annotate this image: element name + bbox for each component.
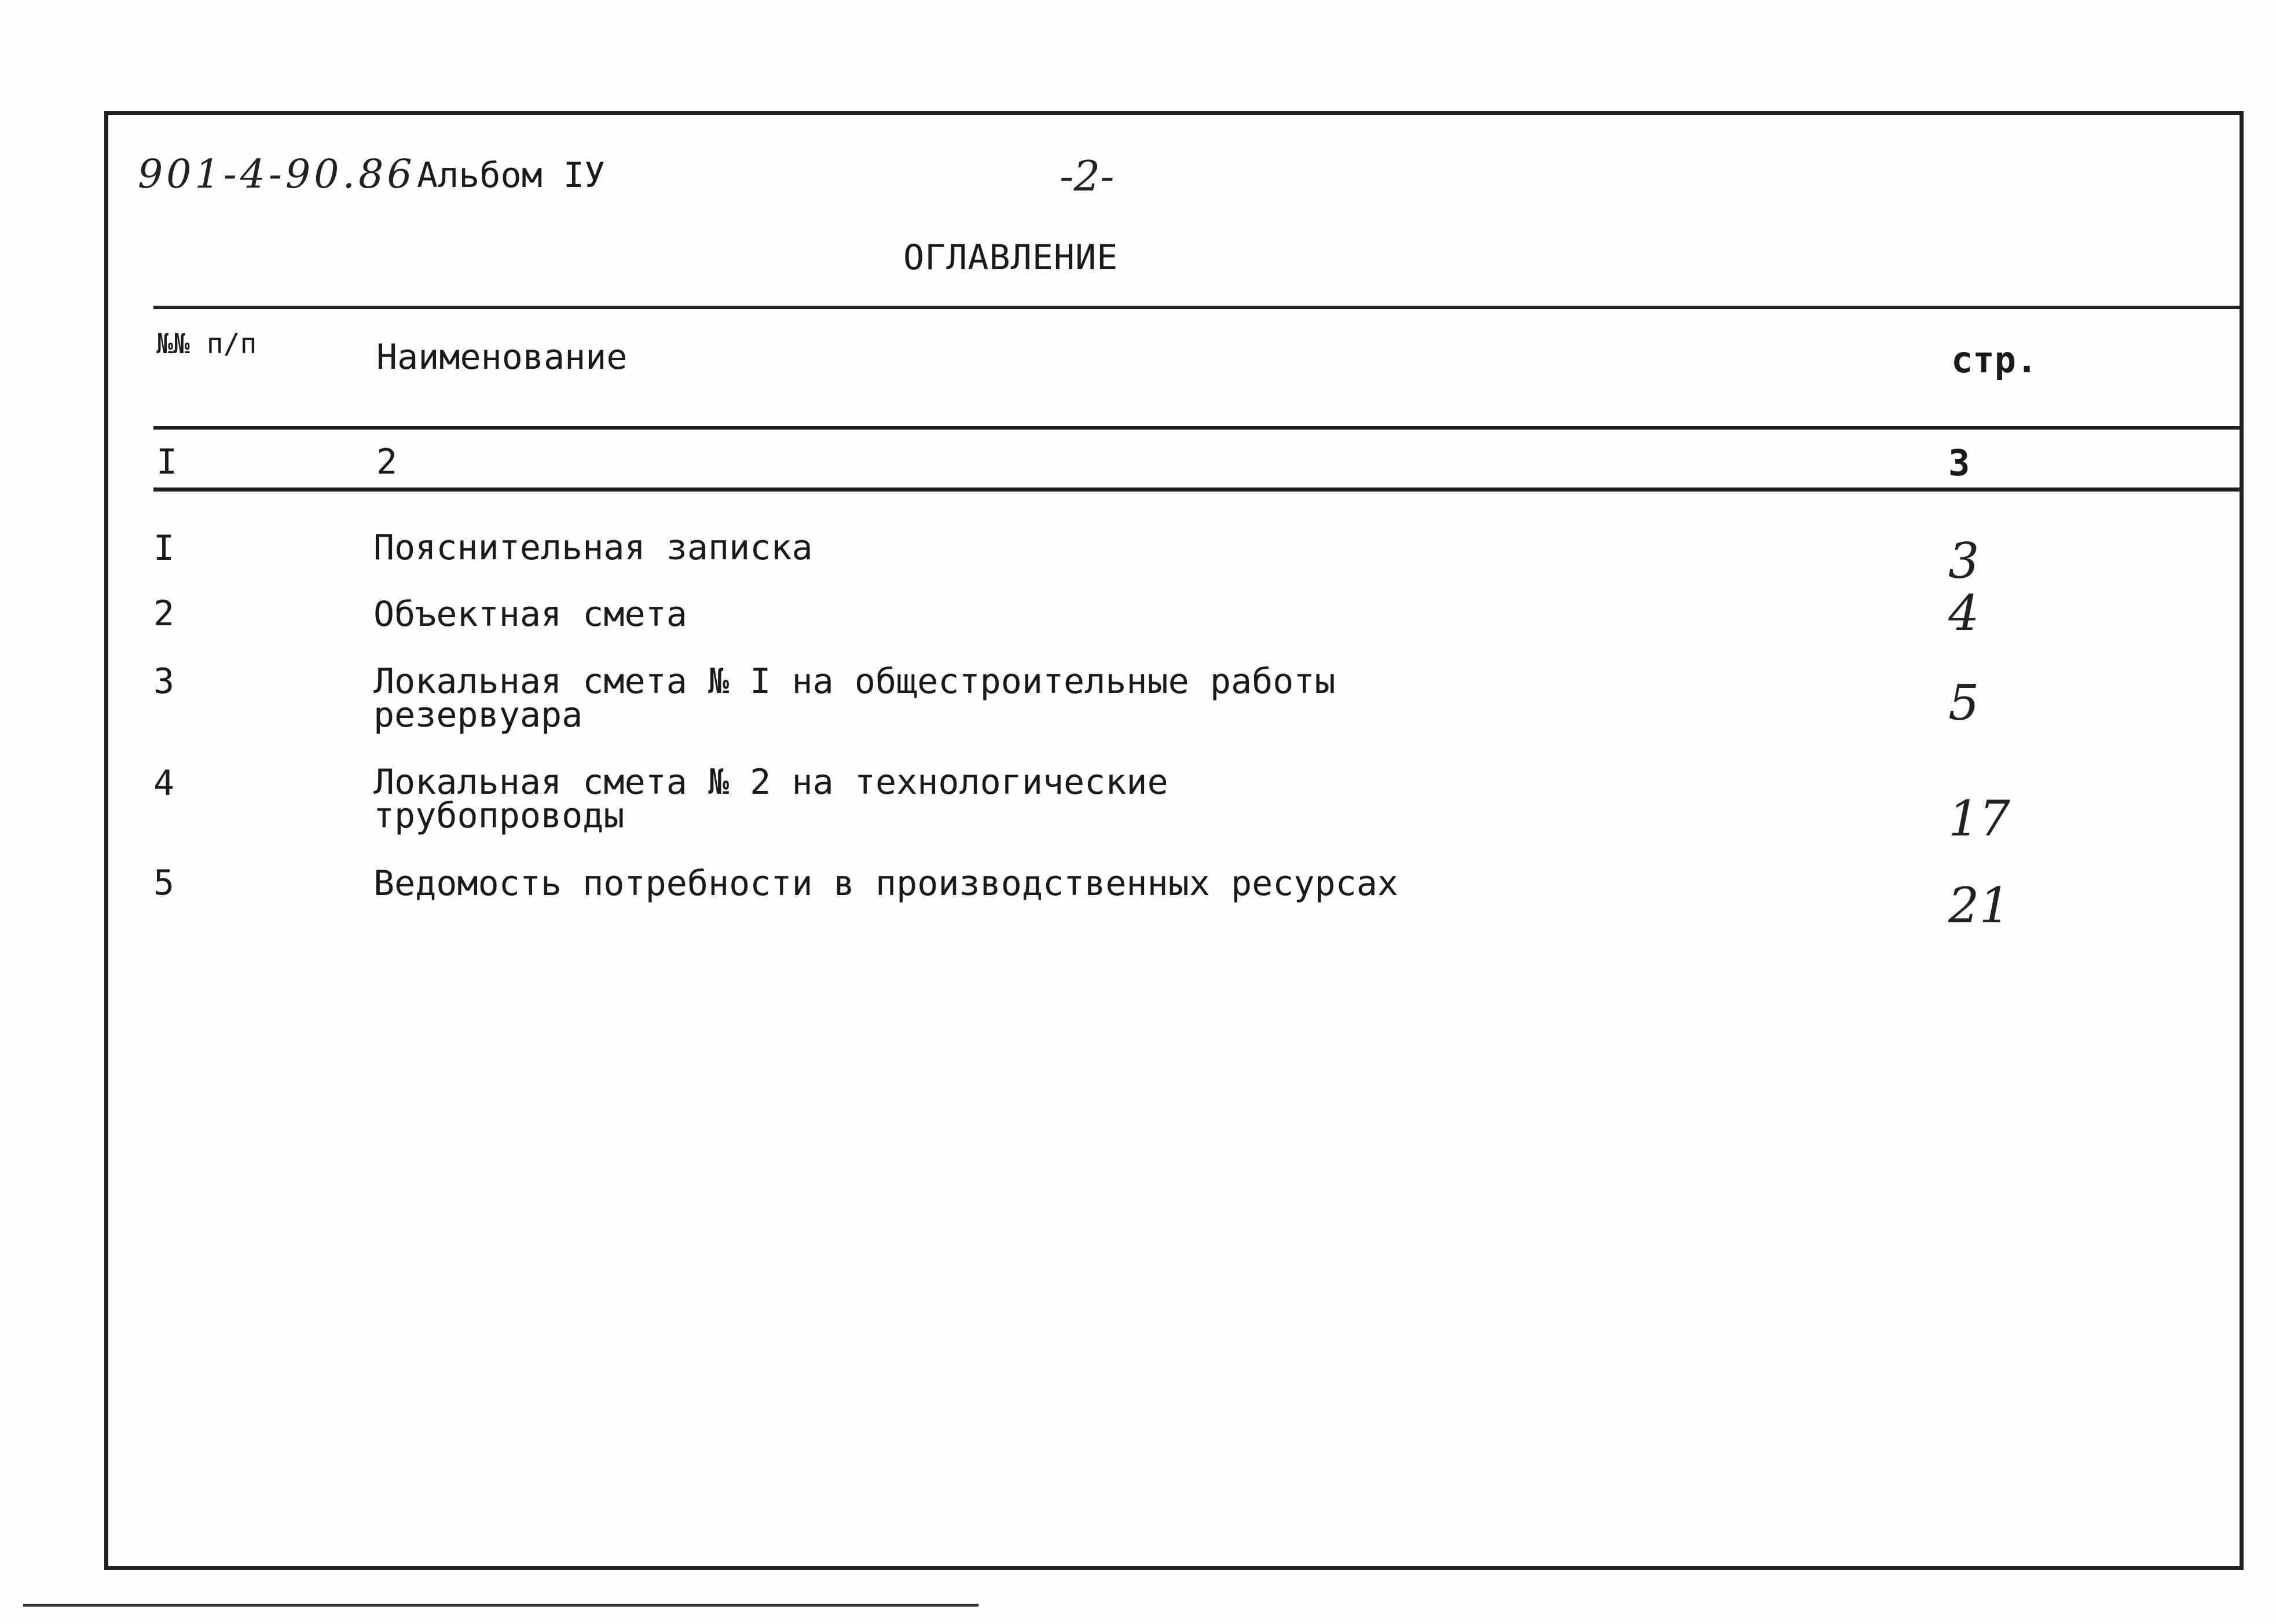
row-page: 17	[1948, 790, 2010, 847]
row-number: I	[153, 528, 175, 569]
row-number: 4	[153, 763, 175, 804]
page-title: ОГЛАВЛЕНИЕ	[903, 237, 1119, 278]
album-label: Альбом IУ	[417, 155, 606, 196]
row-page: 5	[1948, 674, 1980, 731]
table-top-rule	[153, 306, 2244, 309]
row-title: Локальная смета № 2 на технологические трубопроводы	[373, 762, 1168, 836]
row-number: 5	[153, 863, 175, 903]
row-page: 4	[1948, 585, 1980, 641]
column-numbers-rule	[153, 487, 2244, 492]
document-code: 901-4-90.86	[138, 152, 416, 197]
row-title: Ведомость потребности в производственных ресурсах	[373, 863, 1399, 904]
page-frame	[104, 111, 2244, 1570]
column-number-1: I	[156, 442, 178, 482]
row-title: Объектная смета	[373, 594, 687, 635]
row-number: 2	[153, 593, 175, 634]
row-page: 3	[1948, 533, 1980, 589]
row-title: Пояснительная записка	[373, 527, 813, 568]
column-header-page: стр.	[1951, 339, 2038, 381]
page-number: -2-	[1060, 152, 1115, 200]
row-number: 3	[153, 661, 175, 702]
column-header-name: Наименование	[376, 337, 628, 377]
column-number-2: 2	[376, 442, 398, 482]
row-title: Локальная смета № I на общестроительные работы резервуара	[373, 661, 1336, 735]
header-bottom-rule	[153, 426, 2244, 430]
row-page: 21	[1948, 877, 2010, 934]
column-header-number: №№ п/п	[156, 328, 257, 360]
bottom-rule	[23, 1604, 978, 1607]
column-number-3: 3	[1948, 442, 1970, 484]
